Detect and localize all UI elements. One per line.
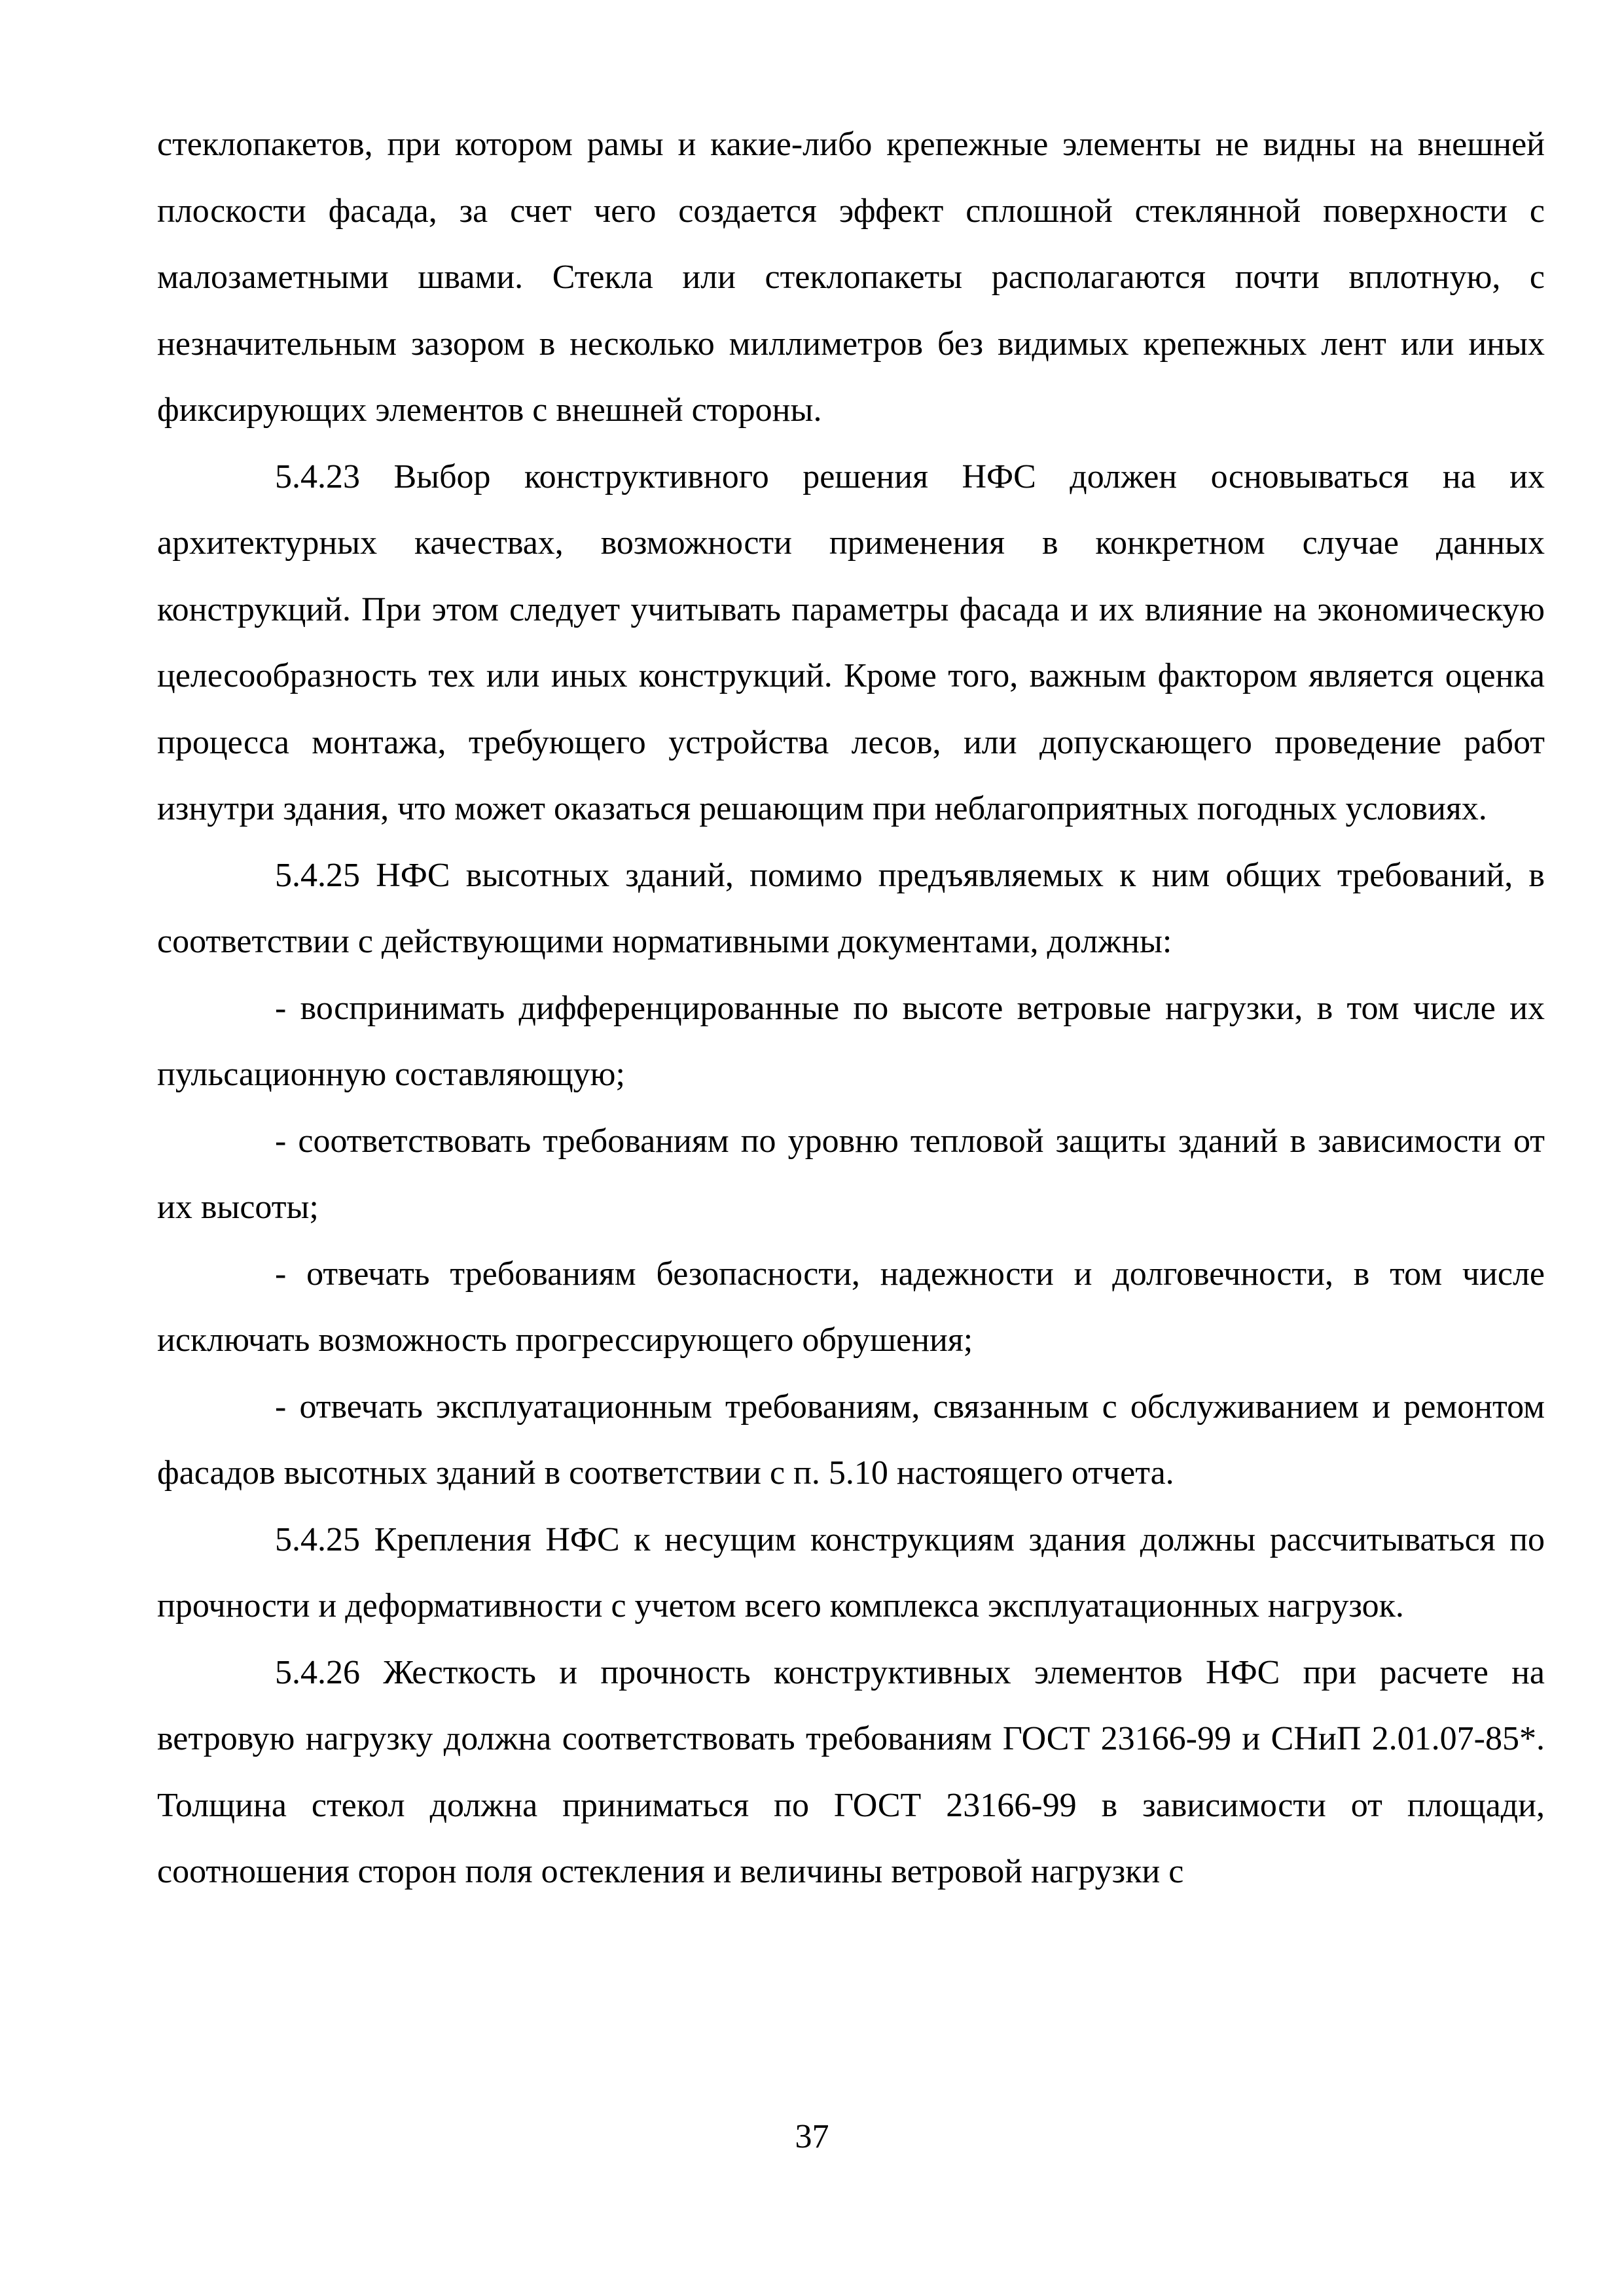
list-item-wind-loads: - воспринимать дифференцированные по высоте ветровые нагрузки, в том числе их пульсационную составляющую; <box>157 989 1545 1093</box>
paragraph-5-4-23: 5.4.23 Выбор конструктивного решения НФС должен основываться на их архитектурных качествах, возможности применения в конкретном случае данных конструкций. При этом следует учитывать параметры фасада и их влияние на экономическую целесообразность тех или иных конструкций. Кроме того, важным фактором является оценка процесса монтажа, требующего устройства лесов, или допускающего проведение работ изнутри здания, что может оказаться решающим при неблагоприятных погодных условиях. <box>157 457 1545 827</box>
paragraph-5-4-25-fastening: 5.4.25 Крепления НФС к несущим конструкциям здания должны рассчитываться по прочности и деформативности с учетом всего комплекса эксплуатационных нагрузок. <box>157 1520 1545 1624</box>
list-item-maintenance: - отвечать эксплуатационным требованиям, связанным с обслуживанием и ремонтом фасадов высотных зданий в соответствии с п. 5.10 настоящего отчета. <box>157 1388 1545 1492</box>
page-number: 37 <box>795 2118 829 2155</box>
paragraph-5-4-26: 5.4.26 Жесткость и прочность конструктивных элементов НФС при расчете на ветровую нагрузку должна соответствовать требованиям ГОСТ 23166-99 и СНиП 2.01.07-85*. Толщина стекол должна приниматься по ГОСТ 23166-99 в зависимости от площади, соотношения сторон поля остекления и величины ветровой нагрузки с <box>157 1653 1545 1890</box>
paragraph-continuation: стеклопакетов, при котором рамы и какие-либо крепежные элементы не видны на внешней плоскости фасада, за счет чего создается эффект сплошной стеклянной поверхности с малозаметными швами. Стекла или стеклопакеты располагаются почти вплотную, с незначительным зазором в несколько миллиметров без видимых крепежных лент или иных фиксирующих элементов с внешней стороны. <box>157 126 1545 429</box>
list-item-thermal-protection: - соответствовать требованиям по уровню тепловой защиты зданий в зависимости от их высоты; <box>157 1122 1545 1226</box>
body-text <box>157 111 1545 1905</box>
paragraph-5-4-25-requirements: 5.4.25 НФС высотных зданий, помимо предъявляемых к ним общих требований, в соответствии с действующими нормативными документами, должны: <box>157 856 1545 960</box>
list-item-safety: - отвечать требованиям безопасности, надежности и долговечности, в том числе исключать возможность прогрессирующего обрушения; <box>157 1255 1545 1359</box>
